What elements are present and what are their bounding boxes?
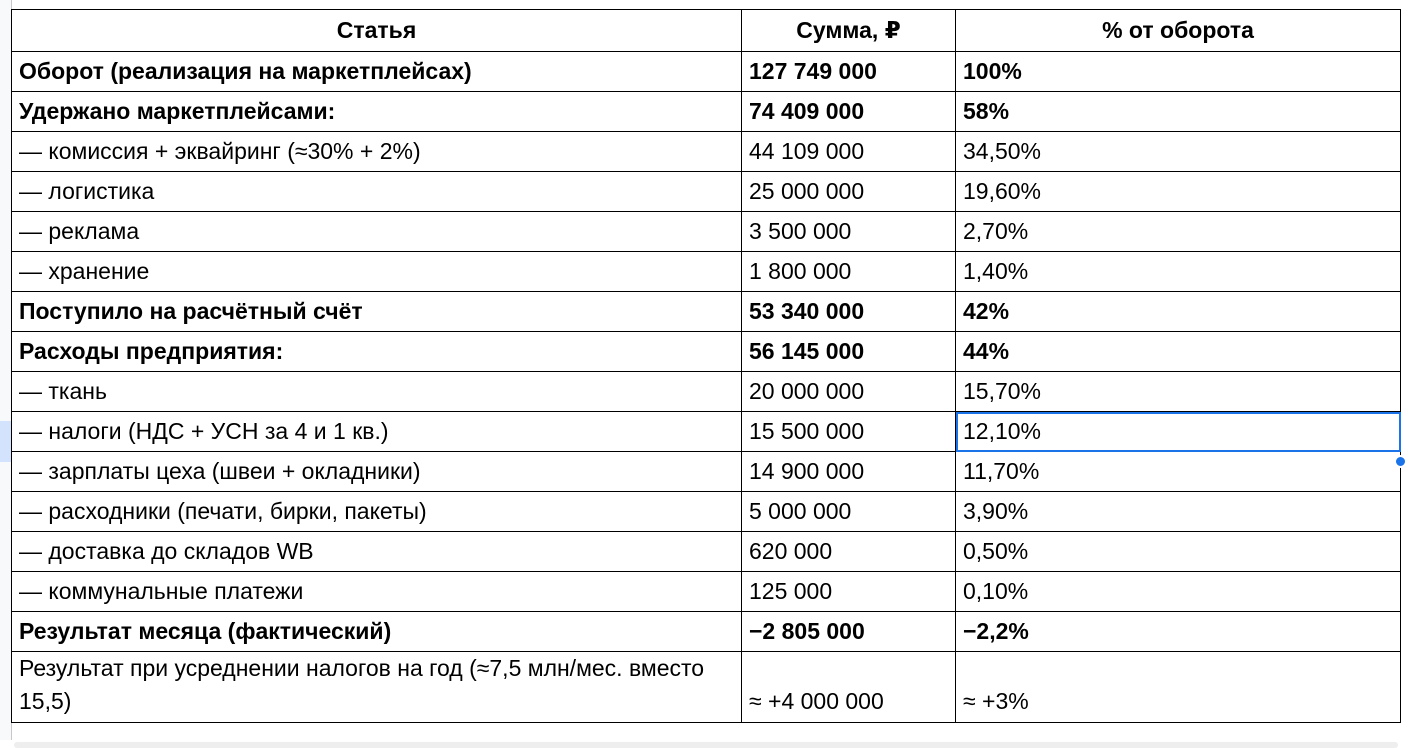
active-row-indicator (0, 421, 11, 462)
cell-amount[interactable]: 53 340 000 (742, 292, 956, 332)
cell-percent[interactable]: 19,60% (956, 172, 1401, 212)
cell-percent[interactable]: 100% (956, 52, 1401, 92)
cell-percent[interactable]: 1,40% (956, 252, 1401, 292)
cell-amount[interactable]: 15 500 000 (742, 412, 956, 452)
table-row (12, 412, 1401, 452)
cell-item[interactable]: — коммунальные платежи (12, 572, 742, 612)
table-row (12, 92, 1401, 132)
table-row (12, 532, 1401, 572)
data-table (11, 9, 1401, 723)
cell-amount[interactable]: 74 409 000 (742, 92, 956, 132)
cell-item[interactable]: — комиссия + эквайринг (≈30% + 2%) (12, 132, 742, 172)
cell-item[interactable]: — зарплаты цеха (швеи + окладники) (12, 452, 742, 492)
cell-amount[interactable]: 44 109 000 (742, 132, 956, 172)
cell-item[interactable]: — ткань (12, 372, 742, 412)
table-row (12, 52, 1401, 92)
cell-amount[interactable]: −2 805 000 (742, 612, 956, 652)
table-row (12, 492, 1401, 532)
cell-item[interactable]: — расходники (печати, бирки, пакеты) (12, 492, 742, 532)
cell-percent[interactable]: 0,50% (956, 532, 1401, 572)
cell-amount[interactable]: 620 000 (742, 532, 956, 572)
cell-amount[interactable]: 125 000 (742, 572, 956, 612)
horizontal-scrollbar[interactable] (14, 742, 1398, 748)
cell-percent[interactable]: 0,10% (956, 572, 1401, 612)
cell-amount[interactable]: 127 749 000 (742, 52, 956, 92)
cell-percent[interactable]: 42% (956, 292, 1401, 332)
table-row (12, 172, 1401, 212)
cell-item[interactable]: Поступило на расчётный счёт (12, 292, 742, 332)
header-percent[interactable]: % от оборота (956, 10, 1401, 52)
cell-amount[interactable]: 3 500 000 (742, 212, 956, 252)
header-row (12, 10, 1401, 52)
cell-item[interactable]: Результат при усреднении налогов на год (≈7,5 млн/мес. вместо 15,5) (12, 652, 742, 723)
cell-percent[interactable]: 3,90% (956, 492, 1401, 532)
table-row (12, 132, 1401, 172)
cell-amount[interactable]: 20 000 000 (742, 372, 956, 412)
cell-percent[interactable]: 11,70% (956, 452, 1401, 492)
cell-amount[interactable]: ≈ +4 000 000 (742, 652, 956, 723)
cell-item[interactable]: Оборот (реализация на маркетплейсах) (12, 52, 742, 92)
selected-cell[interactable]: 12,10% (956, 412, 1401, 452)
cell-percent[interactable]: 58% (956, 92, 1401, 132)
cell-item[interactable]: — хранение (12, 252, 742, 292)
cell-percent[interactable]: 15,70% (956, 372, 1401, 412)
cell-item[interactable]: — налоги (НДС + УСН за 4 и 1 кв.) (12, 412, 742, 452)
header-amount[interactable]: Сумма, ₽ (742, 10, 956, 52)
fill-handle[interactable] (1394, 455, 1407, 468)
table-row (12, 212, 1401, 252)
table-row (12, 332, 1401, 372)
cell-percent[interactable]: ≈ +3% (956, 652, 1401, 723)
cell-amount[interactable]: 1 800 000 (742, 252, 956, 292)
cell-percent[interactable]: −2,2% (956, 612, 1401, 652)
cell-amount[interactable]: 5 000 000 (742, 492, 956, 532)
table-row (12, 572, 1401, 612)
cell-item[interactable]: Расходы предприятия: (12, 332, 742, 372)
cell-amount[interactable]: 25 000 000 (742, 172, 956, 212)
cell-item[interactable]: Результат месяца (фактический) (12, 612, 742, 652)
table-row (12, 652, 1401, 723)
header-item[interactable]: Статья (12, 10, 742, 52)
cell-item[interactable]: — логистика (12, 172, 742, 212)
cell-percent[interactable]: 34,50% (956, 132, 1401, 172)
cell-amount[interactable]: 14 900 000 (742, 452, 956, 492)
cell-item[interactable]: — реклама (12, 212, 742, 252)
table-row (12, 452, 1401, 492)
cell-percent[interactable]: 2,70% (956, 212, 1401, 252)
table-row (12, 292, 1401, 332)
cell-percent[interactable]: 44% (956, 332, 1401, 372)
table-row (12, 372, 1401, 412)
cell-item[interactable]: Удержано маркетплейсами: (12, 92, 742, 132)
cell-item[interactable]: — доставка до складов WB (12, 532, 742, 572)
cell-amount[interactable]: 56 145 000 (742, 332, 956, 372)
table-row (12, 612, 1401, 652)
table-row (12, 252, 1401, 292)
